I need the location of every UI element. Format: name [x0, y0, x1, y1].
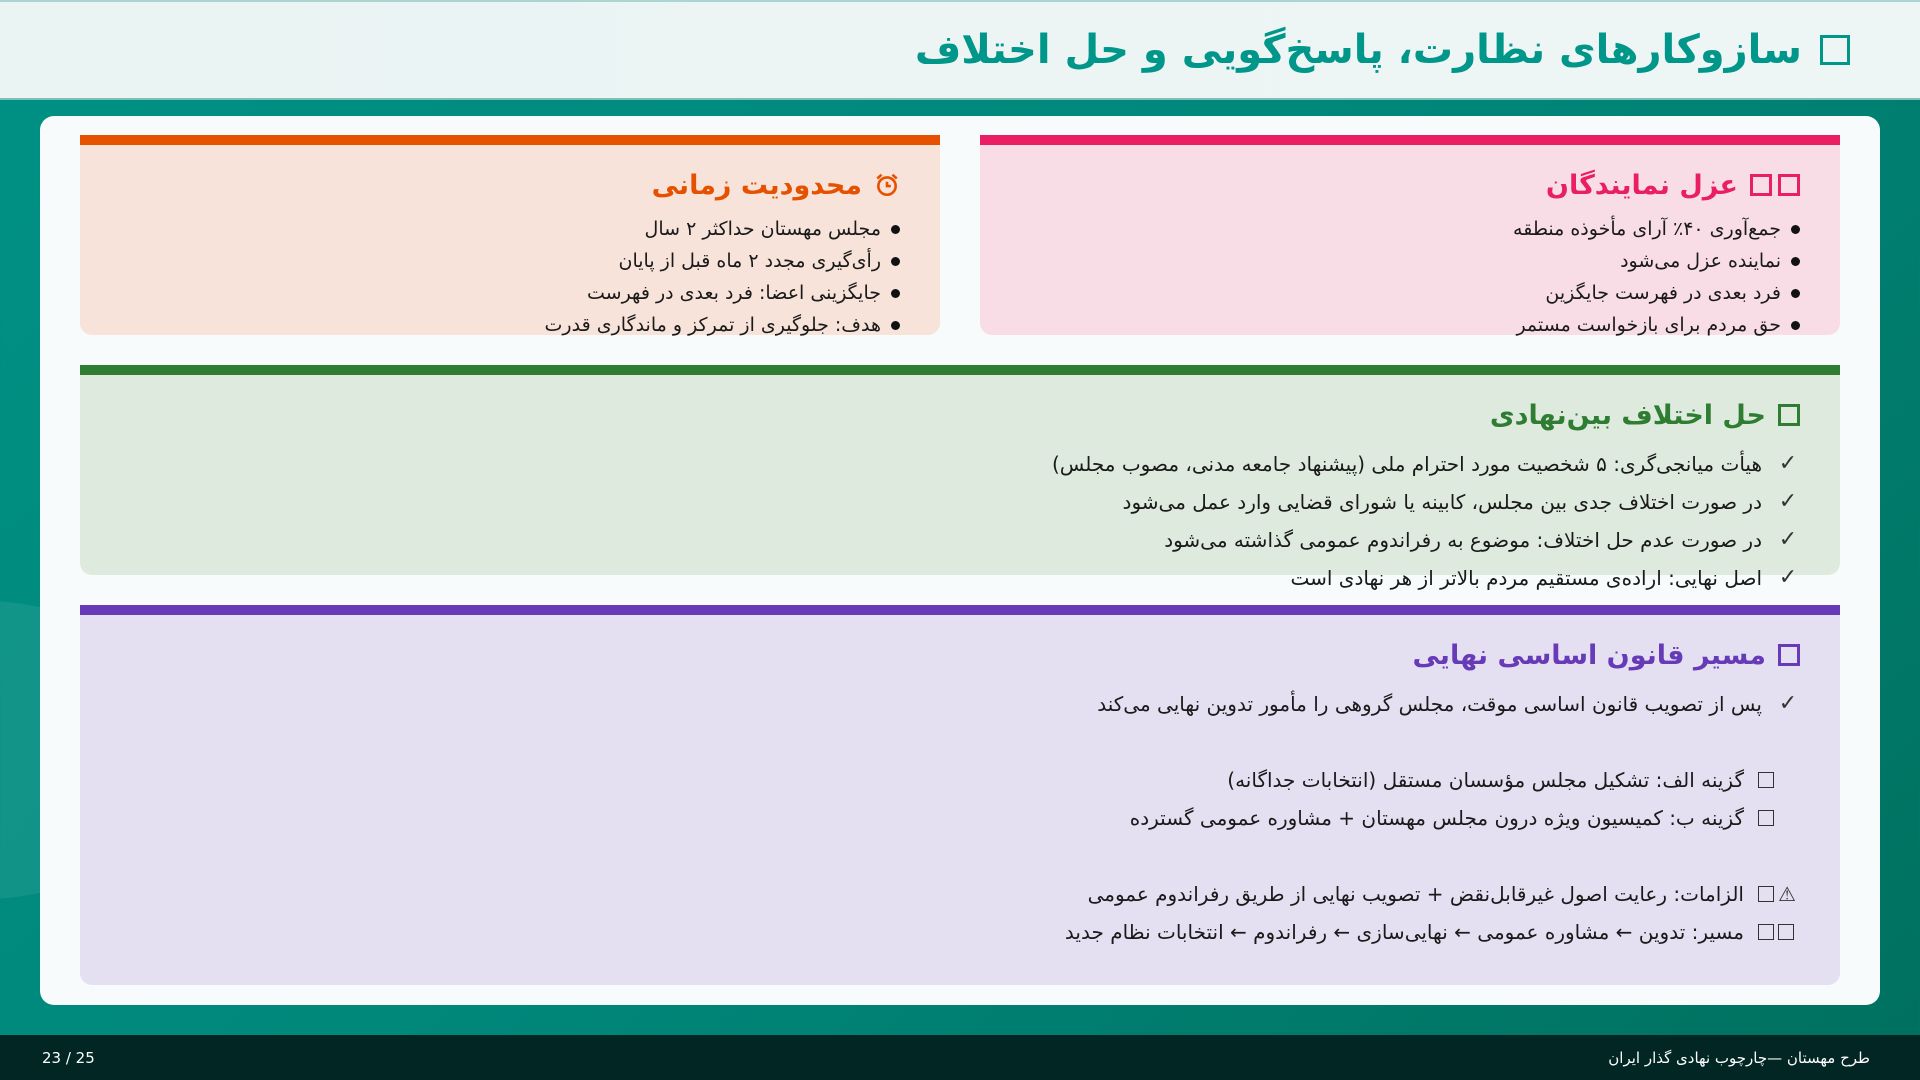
card-title: مسیر قانون اساسی نهایی	[120, 631, 1800, 679]
slide-title	[915, 27, 1850, 73]
option-item: گزینه الف: تشکیل مجلس مؤسسان مستقل (انتخابات جداگانه)	[120, 761, 1800, 799]
list-item: ✓ در صورت اختلاف جدی بین مجلس، کابینه یا شورای قضایی وارد عمل می‌شود	[120, 483, 1800, 521]
square-icon	[1820, 35, 1850, 65]
bullet-icon	[1791, 289, 1800, 298]
card-title: عزل نمایندگان	[1020, 161, 1800, 209]
accent-bar	[80, 365, 1840, 375]
intro-item: ✓ پس از تصویب قانون اساسی موقت، مجلس گروهی را مأمور تدوین نهایی می‌کند	[120, 685, 1800, 723]
bullet-icon	[891, 321, 900, 330]
list-item: هدف: جلوگیری از تمرکز و ماندگاری قدرت	[120, 309, 900, 341]
spacer	[120, 723, 1800, 761]
square-icon	[1778, 644, 1800, 666]
bullet-icon	[1791, 321, 1800, 330]
slide-header	[0, 0, 1920, 100]
list-item: جمع‌آوری ۴۰٪ آرای مأخوذه منطقه	[1020, 213, 1800, 245]
recall-list	[1020, 213, 1800, 341]
list-item: ✓ در صورت عدم حل اختلاف: موضوع به رفراندوم عمومی گذاشته می‌شود	[120, 521, 1800, 559]
square-icon	[1778, 404, 1800, 426]
check-icon: ✓	[1778, 451, 1798, 476]
term-limit-card	[80, 135, 940, 335]
alarm-clock-icon	[874, 172, 900, 198]
option-box-icon	[1758, 772, 1800, 788]
check-icon: ✓	[1778, 489, 1798, 514]
path-item: مسیر: تدوین ← مشاوره عمومی ← نهایی‌سازی ← رفراندوم ← انتخابات نظام جدید	[120, 913, 1800, 951]
spacer	[120, 837, 1800, 875]
content-panel	[40, 116, 1880, 1005]
list-item: ✓ هیأت میانجی‌گری: ۵ شخصیت مورد احترام ملی (پیشنهاد جامعه مدنی، مصوب مجلس)	[120, 445, 1800, 483]
slide-title-text: سازوکارهای نظارت، پاسخ‌گویی و حل اختلاف	[914, 27, 1802, 73]
list-item: نماینده عزل می‌شود	[1020, 245, 1800, 277]
accent-bar	[80, 605, 1840, 615]
list-item: رأی‌گیری مجدد ۲ ماه قبل از پایان	[120, 245, 900, 277]
bullet-icon	[1791, 225, 1800, 234]
bullet-icon	[891, 289, 900, 298]
double-square-icon	[1758, 924, 1800, 940]
slide-footer	[0, 1035, 1920, 1080]
list-item: ✓ اصل نهایی: اراده‌ی مستقیم مردم بالاتر از هر نهادی است	[120, 559, 1800, 597]
list-item: حق مردم برای بازخواست مستمر	[1020, 309, 1800, 341]
card-title: حل اختلاف بین‌نهادی	[120, 391, 1800, 439]
list-item: فرد بعدی در فهرست جایگزین	[1020, 277, 1800, 309]
bullet-icon	[891, 257, 900, 266]
list-item: جایگزینی اعضا: فرد بعدی در فهرست	[120, 277, 900, 309]
term-limit-list	[120, 213, 900, 341]
bullet-icon	[1791, 257, 1800, 266]
page-number: 23 / 25	[42, 1048, 95, 1067]
option-box-icon	[1758, 810, 1800, 826]
requirements-item: ⚠ الزامات: رعایت اصول غیرقابل‌نقض + تصویب نهایی از طریق رفراندوم عمومی	[120, 875, 1800, 913]
bullet-icon	[891, 225, 900, 234]
deck-title: طرح مهستان —چارچوب نهادی گذار ایران	[1608, 1048, 1870, 1067]
check-icon: ✓	[1778, 691, 1798, 716]
accent-bar	[980, 135, 1840, 145]
option-item: گزینه ب: کمیسیون ویژه درون مجلس مهستان + مشاوره عمومی گسترده	[120, 799, 1800, 837]
check-icon: ✓	[1778, 565, 1798, 590]
check-icon: ✓	[1778, 527, 1798, 552]
warning-icon: ⚠	[1758, 875, 1800, 913]
constitution-list	[120, 685, 1800, 951]
dispute-resolution-card	[80, 365, 1840, 590]
constitution-path-card	[80, 605, 1840, 985]
dispute-list	[120, 445, 1800, 597]
recall-card	[980, 135, 1840, 335]
card-title: محدودیت زمانی	[120, 161, 900, 209]
double-square-icon	[1750, 174, 1800, 196]
list-item: مجلس مهستان حداکثر ۲ سال	[120, 213, 900, 245]
accent-bar	[80, 135, 940, 145]
